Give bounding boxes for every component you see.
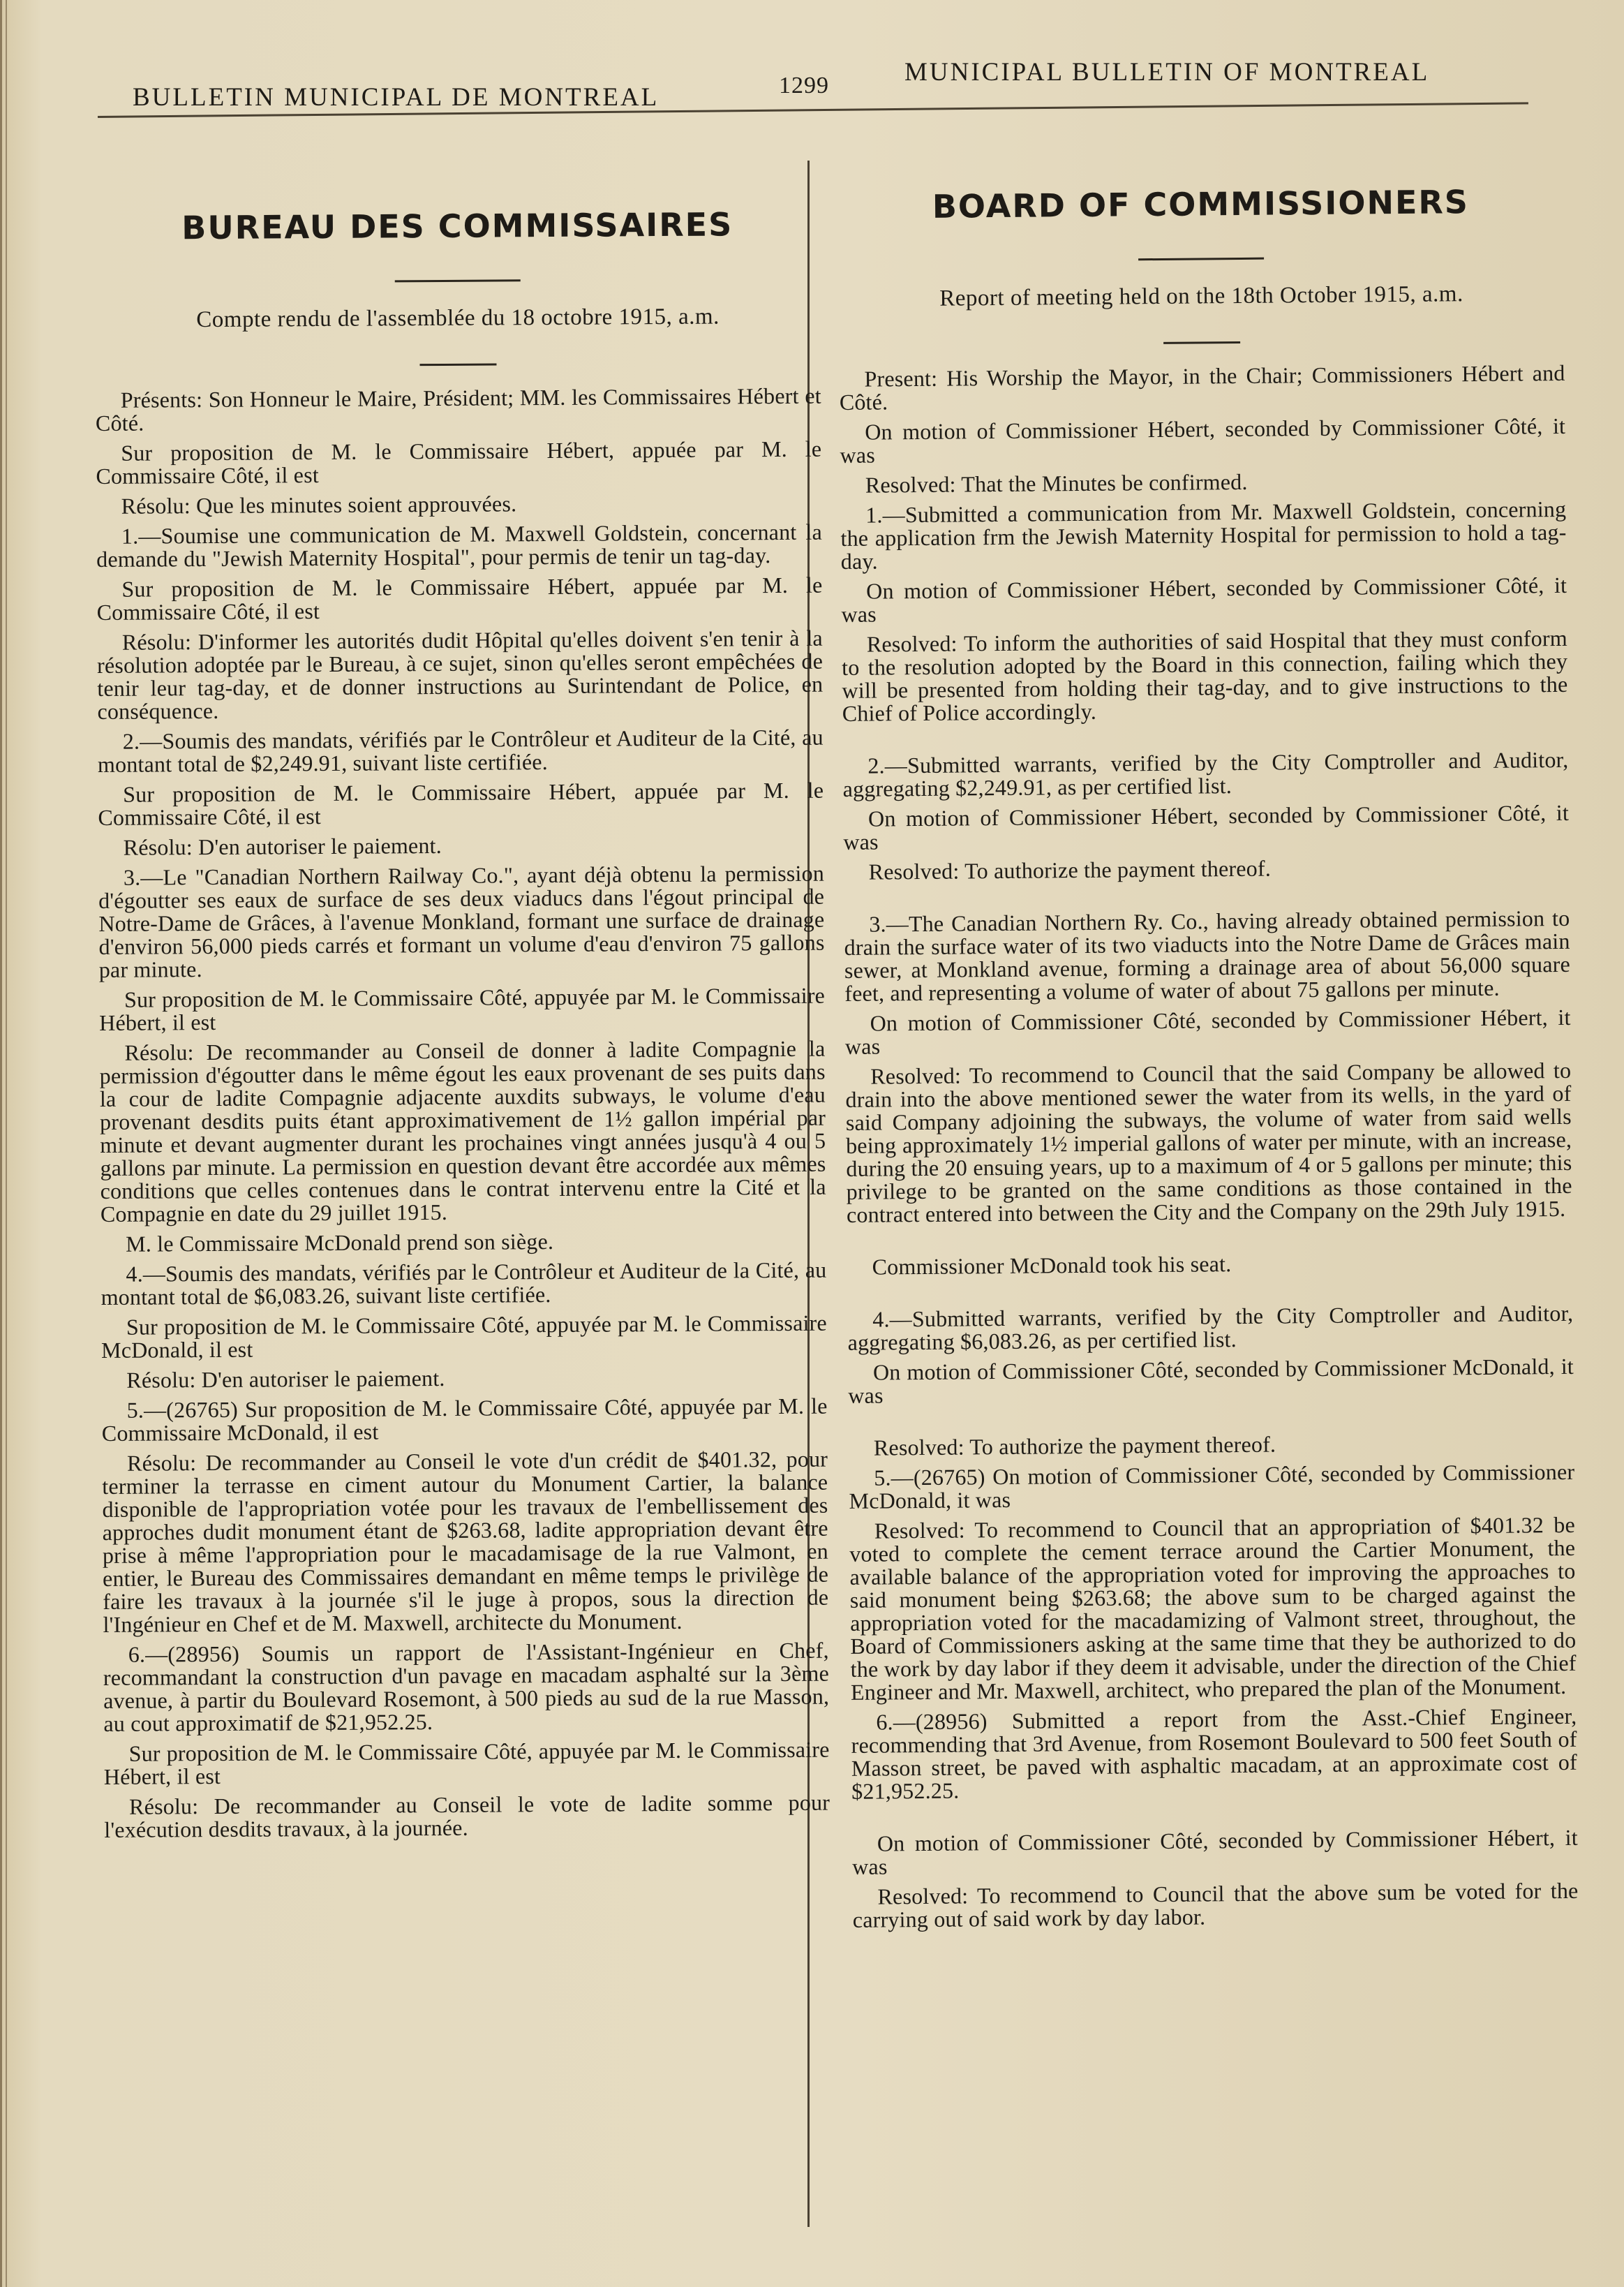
running-head-left: BULLETIN MUNICIPAL DE MONTREAL	[133, 83, 660, 112]
french-paragraph: Sur proposition de M. le Commissaire Hébert, appuée par M. le Commissaire Côté, il est	[96, 572, 823, 625]
french-paragraph: 2.—Soumis des mandats, vérifiés par le Contrôleur et Auditeur de la Cité, au montant total de $2,249.91, suivant liste certifiée.	[97, 724, 824, 777]
english-meeting-line: Report of meeting held on the 18th October 1915, a.m.	[939, 281, 1463, 311]
french-paragraph: Sur proposition de M. le Commissaire Hébert, appuée par M. le Commissaire Côté, il est	[98, 777, 824, 830]
french-paragraph: Résolu: D'en autoriser le paiement.	[126, 1365, 445, 1393]
french-paragraph: Résolu: Que les minutes soient approuvées.	[121, 491, 517, 519]
english-paragraph: Commissioner McDonald took his seat.	[872, 1251, 1232, 1280]
english-body	[839, 362, 1579, 1932]
english-paragraph: 3.—The Canadian Northern Ry. Co., having already obtained permission to drain the surface water of its two viaducts into the Notre Dame de Grâces main sewer, at Monkland avenue, forming a drainage area of about 56,000 square feet, and representing a volume of water of about 75 gallons per minute.	[844, 905, 1571, 1006]
english-paragraph: Resolved: To inform the authorities of said Hospital that they must conform to the resolution adopted by the Board in this connection, failing which they will be presented from holding their tag-day, and to give instructions to the Chief of Police accordingly.	[842, 625, 1568, 726]
english-paragraph: On motion of Commissioner Hébert, seconded by Commissioner Côté, it was	[840, 413, 1566, 468]
french-title: BUREAU DES COMMISSAIRES	[181, 205, 733, 247]
french-paragraph: Sur proposition de M. le Commissaire Côté, appuyée par M. le Commissaire Hébert, il est	[103, 1736, 830, 1789]
english-paragraph: Resolved: To recommend to Council that the said Company be allowed to drain into the above mentioned sewer the water from its wells, in the yard of said Company adjoining the subways, the volume of water from said wells being approximately 1½ imperial gallons of water per minute, with an increase, during the 20 ensuing years, up to a maximum of 4 or 5 gallons per minute; this privilege to be granted on the same conditions as those contained in the contract entered into between the City and the Company on the 29th July 1915.	[845, 1057, 1572, 1227]
running-head-right: MUNICIPAL BULLETIN OF MONTREAL	[904, 58, 1430, 87]
english-paragraph: Resolved: To recommend to Council that an appropriation of $401.32 be voted to complete the cement terrace around the Cartier Monument, the available balance of the appropriation voted for improving the approaches to said monument being $263.68; the above sum to be charged against the appropriation voted for the macadamizing of Valmont street, throughout, the Board of Commissioners asking at the same time that they be authorized to do the work by day labor if they deem it advisable, under the direction of the Chief Engineer and Mr. Maxwell, architect, who prepared the plan of the Monument.	[849, 1511, 1577, 1705]
french-column	[94, 191, 830, 1849]
french-paragraph: Résolu: De recommander au Conseil le vote de ladite somme pour l'exécution desdits travaux, à la journée.	[104, 1789, 830, 1842]
french-paragraph: Sur proposition de M. le Commissaire Côté, appuyée par M. le Commissaire Hébert, il est	[99, 982, 826, 1035]
english-paragraph: On motion of Commissioner Hébert, seconded by Commissioner Côté, it was	[841, 572, 1567, 627]
french-paragraph: Résolu: De recommander au Conseil de donner à ladite Compagnie la permission d'égoutter dans le même égout les eaux provenant de ses puits dans la cour de ladite Compagnie adjacente auxdits subways, le volume d'eau provenant desdits puits étant approximativement de 1½ gallon impérial par minute et devant augmenter durant les prochaines vingt années jusqu'à 4 ou 5 gallons par minute. La permission en question devant être accordée aux mêmes conditions que celles contenues dans le contrat intervenu entre la Cité et la Compagnie en date du 29 juillet 1915.	[99, 1035, 826, 1227]
french-paragraph: Sur proposition de M. le Commissaire Côté, appuyée par M. le Commissaire McDonald, il est	[100, 1310, 827, 1363]
page-number: 1299	[779, 73, 829, 98]
french-paragraph: Résolu: D'en autoriser le paiement.	[123, 832, 442, 860]
french-paragraph: Résolu: De recommander au Conseil le vote d'un crédit de $401.32, pour terminer la terrasse en ciment autour du Monument Cartier, la balance disponible de l'appropriation votée pour les travaux de l'embellissement des approches dudit monument étant de $263.68, ladite appropriation devant être prise à même l'appropriation pour le macadamisage de la rue Valmont, en entier, le Bureau des Commissaires demandant en même temps le privilège de faire les travaux à la journée s'il le juge à propos, sous la direction de l'Ingénieur en Chef et de M. Maxwell, architecte du Monument.	[102, 1446, 829, 1637]
french-paragraph: Résolu: D'informer les autorités dudit Hôpital qu'elles doivent s'en tenir à la résolution adoptée par le Bureau, à ce sujet, sinon qu'elles seront empêchées de tenir leur tag-day, et de donner instructions au Surintendant de Police, en conséquence.	[97, 625, 824, 724]
english-column	[837, 168, 1579, 1939]
english-paragraph: 1.—Submitted a communication from Mr. Maxwell Goldstein, concerning the application frm the Jewish Maternity Hospital for permission to hold a tag-day.	[840, 496, 1567, 574]
english-paragraph: Present: His Worship the Mayor, in the Chair; Commissioners Hébert and Côté.	[839, 360, 1565, 415]
english-paragraph: On motion of Commissioner Côté, seconded by Commissioner McDonald, it was	[848, 1353, 1574, 1408]
french-paragraph: Sur proposition de M. le Commissaire Hébert, appuée par M. le Commissaire Côté, il est	[96, 436, 822, 489]
french-paragraph: 6.—(28956) Soumis un rapport de l'Assistant-Ingénieur en Chef, recommandant la construction d'un pavage en macadam asphalté sur la 3ème avenue, à partir du Boulevard Rosemont, à 500 pieds au sud de la rue Masson, au cout approximatif de $21,952.25.	[103, 1637, 830, 1736]
english-paragraph: 5.—(26765) On motion of Commissioner Côté, seconded by Commissioner McDonald, it was	[849, 1458, 1575, 1513]
french-meeting-line: Compte rendu de l'assemblée du 18 octobre 1915, a.m.	[196, 304, 720, 333]
french-short-rule	[419, 363, 496, 366]
english-paragraph: Resolved: To authorize the payment thereof.	[873, 1431, 1276, 1460]
french-paragraph: Présents: Son Honneur le Maire, Président; MM. les Commissaires Hébert et Côté.	[95, 383, 821, 436]
english-title: BOARD OF COMMISSIONERS	[932, 183, 1470, 225]
english-paragraph: 6.—(28956) Submitted a report from the Asst.-Chief Engineer, recommending that 3rd Avenue, from Rosemont Boulevard to 500 feet South of Masson street, be paved with asphaltic macadam, at an approximate cost of $21,952.25.	[851, 1703, 1578, 1804]
french-paragraph: 4.—Soumis des mandats, vérifiés par le Contrôleur et Auditeur de la Cité, au montant total de $6,083.26, suivant liste certifiée.	[100, 1257, 827, 1310]
english-title-rule	[1138, 258, 1264, 261]
english-paragraph: Resolved: That the Minutes be confirmed.	[865, 468, 1248, 498]
french-paragraph: 1.—Soumise une communication de M. Maxwell Goldstein, concernant la demande du "Jewish Maternity Hospital", pour permis de tenir un tag-day.	[96, 519, 823, 572]
french-paragraph: 3.—Le "Canadian Northern Railway Co.", ayant déjà obtenu la permission d'égoutter ses eaux de surface de ses deux viaducs dans l'égout principal de Notre-Dame de Grâces, à l'avenue Monkland, formant une surface de drainage d'environ 56,000 pieds carrés et formant un volume d'eau d'environ 75 gallons par minute.	[98, 860, 825, 982]
french-paragraph: M. le Commissaire McDonald prend son siège.	[126, 1229, 554, 1257]
french-body	[96, 385, 830, 1842]
english-paragraph: 4.—Submitted warrants, verified by the City Comptroller and Auditor, aggregating $6,083.26, as per certified list.	[847, 1300, 1574, 1355]
english-paragraph: On motion of Commissioner Côté, seconded by Commissioner Hébert, it was	[844, 1004, 1571, 1059]
english-paragraph: On motion of Commissioner Hébert, seconded by Commissioner Côté, it was	[843, 799, 1570, 854]
english-paragraph: On motion of Commissioner Côté, seconded by Commissioner Hébert, it was	[851, 1824, 1578, 1879]
english-paragraph: Resolved: To authorize the payment thereof.	[868, 855, 1272, 885]
binding-edge	[0, 0, 10, 2287]
french-title-rule	[395, 279, 521, 282]
french-paragraph: 5.—(26765) Sur proposition de M. le Commissaire Côté, appuyée par M. le Commissaire McDonald, il est	[101, 1393, 828, 1446]
english-paragraph: 2.—Submitted warrants, verified by the City Comptroller and Auditor, aggregating $2,249.91, as per certified list.	[842, 746, 1569, 801]
english-paragraph: Resolved: To recommend to Council that the above sum be voted for the carrying out of said work by day labor.	[852, 1877, 1579, 1932]
english-short-rule	[1163, 341, 1240, 344]
